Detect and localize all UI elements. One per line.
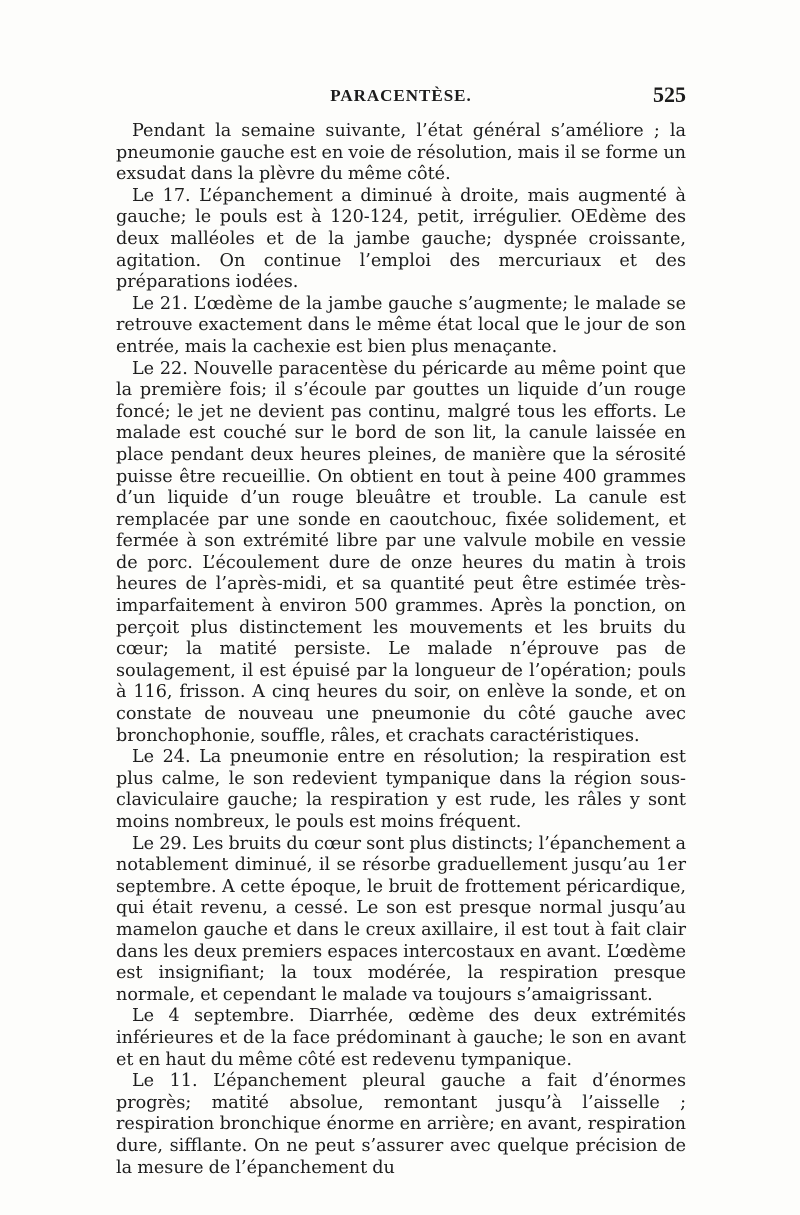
paragraph-day-22: Le 22. Nouvelle paracentèse du péricarde au même point que la première fois; il s’écoule par gouttes un liquide d’un rouge foncé; le jet ne devient pas continu, malgré tous les efforts. Le malade est couché sur le bord de son lit, la canule laissée en place pendant deux heures pleines, de manière que la sérosité puisse être recueillie. On obtient en tout à peine 400 grammes d’un liquide d’un rouge bleuâtre et trouble. La canule est remplacée par une sonde en caoutchouc, fixée solidement, et fermée à son extrémité libre par une valvule mobile en vessie de porc. L’écoulement dure de onze heures du matin à trois heures de l’après-midi, et sa quantité peut être estimée très-imparfaitement à environ 500 grammes. Après la ponction, on perçoit plus distinctement les mouvements et les bruits du cœur; la matité persiste. Le malade n’éprouve pas de soulagement, il est épuisé par la longueur de l’opération; pouls à 116, frisson. A cinq heures du soir, on enlève la sonde, et on constate de nouveau une pneumonie du côté gauche avec bronchophonie, souffle, râles, et crachats caractéristiques. xyxy=(116,358,686,746)
paragraph-day-11: Le 11. L’épanchement pleural gauche a fait d’énormes progrès; matité absolue, remontant jusqu’à l’aisselle ; respiration bronchique énorme en arrière; en avant, respiration dure, sifflante. On ne peut s’assurer avec quelque précision de la mesure de l’épanchement du xyxy=(116,1071,686,1178)
running-title: PARACENTÈSE. xyxy=(330,86,472,105)
paragraph-september-4: Le 4 septembre. Diarrhée, œdème des deux extrémités inférieures et de la face prédominant à gauche; le son en avant et en haut du même côté est redevenu tympanique. xyxy=(116,1006,686,1070)
paragraph-day-29: Le 29. Les bruits du cœur sont plus distincts; l’épanchement a notablement diminué, il se résorbe graduellement jusqu’au 1er septembre. A cette époque, le bruit de frottement péricardique, qui était revenu, a cessé. Le son est presque normal jusqu’au mamelon gauche et dans le creux axillaire, il est tout à fait clair dans les deux premiers espaces intercostaux en avant. L’œdème est insignifiant; la toux modérée, la respiration presque normale, et cependant le malade va toujours s’amaigrissant. xyxy=(116,833,686,1005)
paragraph-day-17: Le 17. L’épanchement a diminué à droite, mais augmenté à gauche; le pouls est à 120-124, petit, irrégulier. OEdème des deux malléoles et de la jambe gauche; dyspnée croissante, agitation. On continue l’emploi des mercuriaux et des préparations iodées. xyxy=(116,185,686,293)
paragraph-day-21: Le 21. L’œdème de la jambe gauche s’augmente; le malade se retrouve exactement dans le même état local que le jour de son entrée, mais la cachexie est bien plus menaçante. xyxy=(116,293,686,357)
body-text xyxy=(116,121,686,1178)
paragraph-week-summary: Pendant la semaine suivante, l’état général s’améliore ; la pneumonie gauche est en voie de résolution, mais il se forme un exsudat dans la plèvre du même côté. xyxy=(116,121,686,185)
page-number: 525 xyxy=(653,82,686,107)
running-head xyxy=(116,82,686,112)
paragraph-day-24: Le 24. La pneumonie entre en résolution; la respiration est plus calme, le son redevient tympanique dans la région sous-claviculaire gauche; la respiration y est rude, les râles y sont moins nombreux, le pouls est moins fréquent. xyxy=(116,747,686,832)
